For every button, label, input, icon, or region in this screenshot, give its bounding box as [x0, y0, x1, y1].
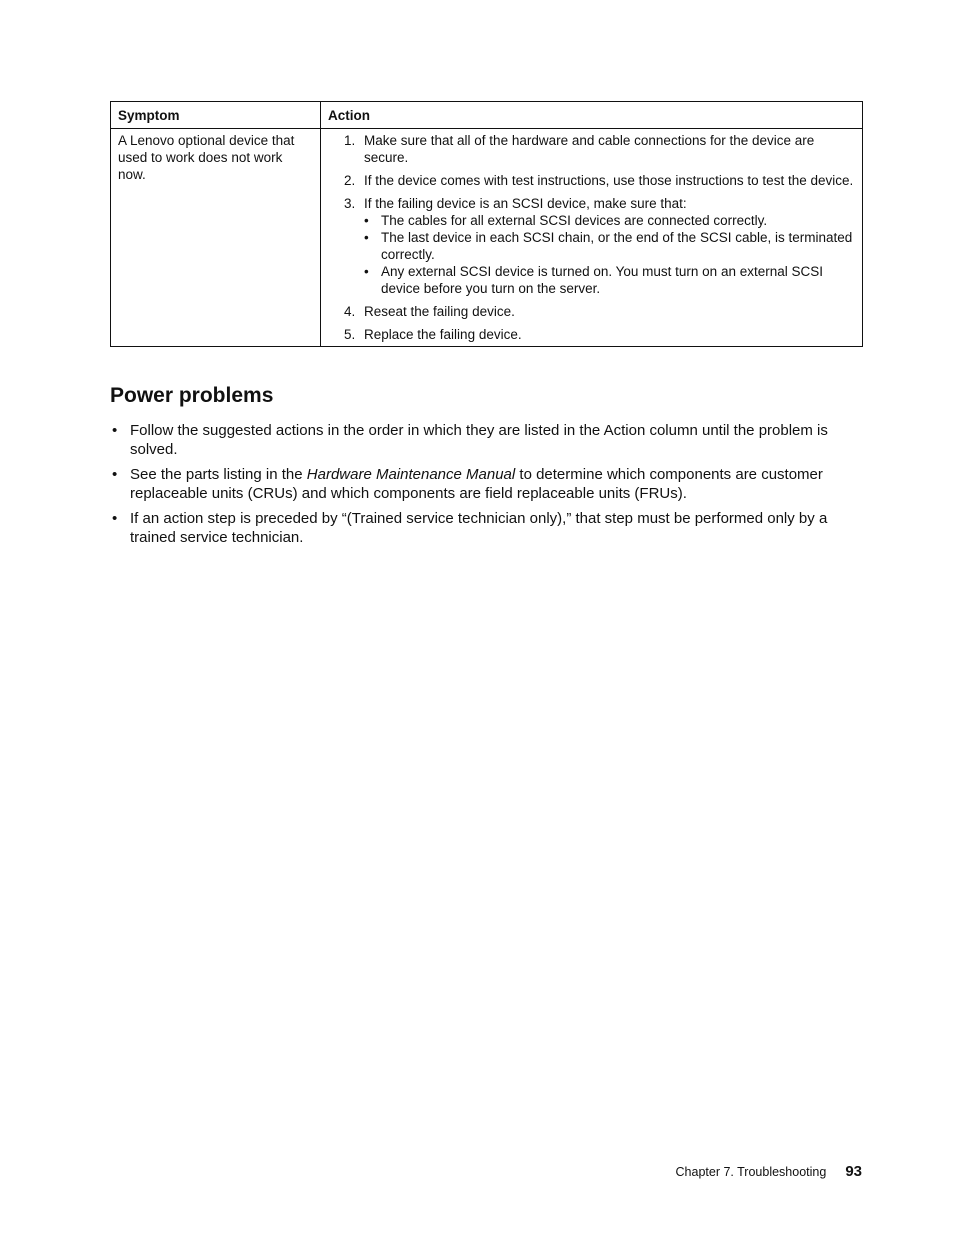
action-step-3: [340, 195, 855, 297]
step-text: If the device comes with test instructions, use those instructions to test the device.: [364, 173, 854, 188]
step-number: 4.: [344, 304, 356, 319]
action-steps-list: [328, 132, 855, 343]
step-text: Reseat the failing device.: [364, 304, 515, 319]
list-item: • If an action step is preceded by “(Trained service technician only),” that step must be performed only by a trained service technician.: [110, 509, 866, 547]
table-row: [111, 129, 863, 347]
action-cell: [321, 129, 863, 347]
step-number: 3.: [344, 196, 356, 211]
table-header-row: [111, 102, 863, 129]
step-text: Replace the failing device.: [364, 327, 522, 342]
section-heading: Power problems: [110, 384, 274, 407]
step-text: If the failing device is an SCSI device, make sure that:: [364, 196, 687, 211]
list-item: • The last device in each SCSI chain, or the end of the SCSI cable, is terminated correctly.: [364, 229, 855, 263]
bullet-text-pre: See the parts listing in the: [130, 466, 307, 483]
scsi-checklist: [364, 212, 855, 297]
step-number: 1.: [344, 133, 356, 148]
symptom-cell: A Lenovo optional device that used to work does not work now.: [111, 129, 321, 347]
list-item: • Any external SCSI device is turned on. You must turn on an external SCSI device before you turn on the server.: [364, 263, 855, 297]
list-item: • The cables for all external SCSI devices are connected correctly.: [364, 212, 855, 229]
power-problems-list: [110, 421, 866, 553]
action-step-2: [340, 172, 855, 189]
page-number: 93: [845, 1163, 862, 1180]
symptom-column-header: Symptom: [111, 102, 321, 129]
bullet-text-post: to determine which components are customer replaceable units (CRUs) and which components are field replaceable units (FRUs).: [130, 466, 823, 502]
action-step-4: [340, 303, 855, 320]
step-number: 2.: [344, 173, 356, 188]
page-footer: [676, 1163, 862, 1180]
action-step-5: [340, 326, 855, 343]
list-item: • Follow the suggested actions in the order in which they are listed in the Action column until the problem is solved.: [110, 421, 866, 459]
action-column-header: Action: [321, 102, 863, 129]
step-number: 5.: [344, 327, 356, 342]
troubleshooting-table: [110, 101, 863, 347]
action-step-1: [340, 132, 855, 166]
list-item: [110, 465, 866, 503]
step-text: Make sure that all of the hardware and cable connections for the device are secure.: [364, 133, 815, 165]
chapter-label: Chapter 7. Troubleshooting: [675, 1165, 827, 1179]
manual-title: Hardware Maintenance Manual: [306, 466, 516, 483]
